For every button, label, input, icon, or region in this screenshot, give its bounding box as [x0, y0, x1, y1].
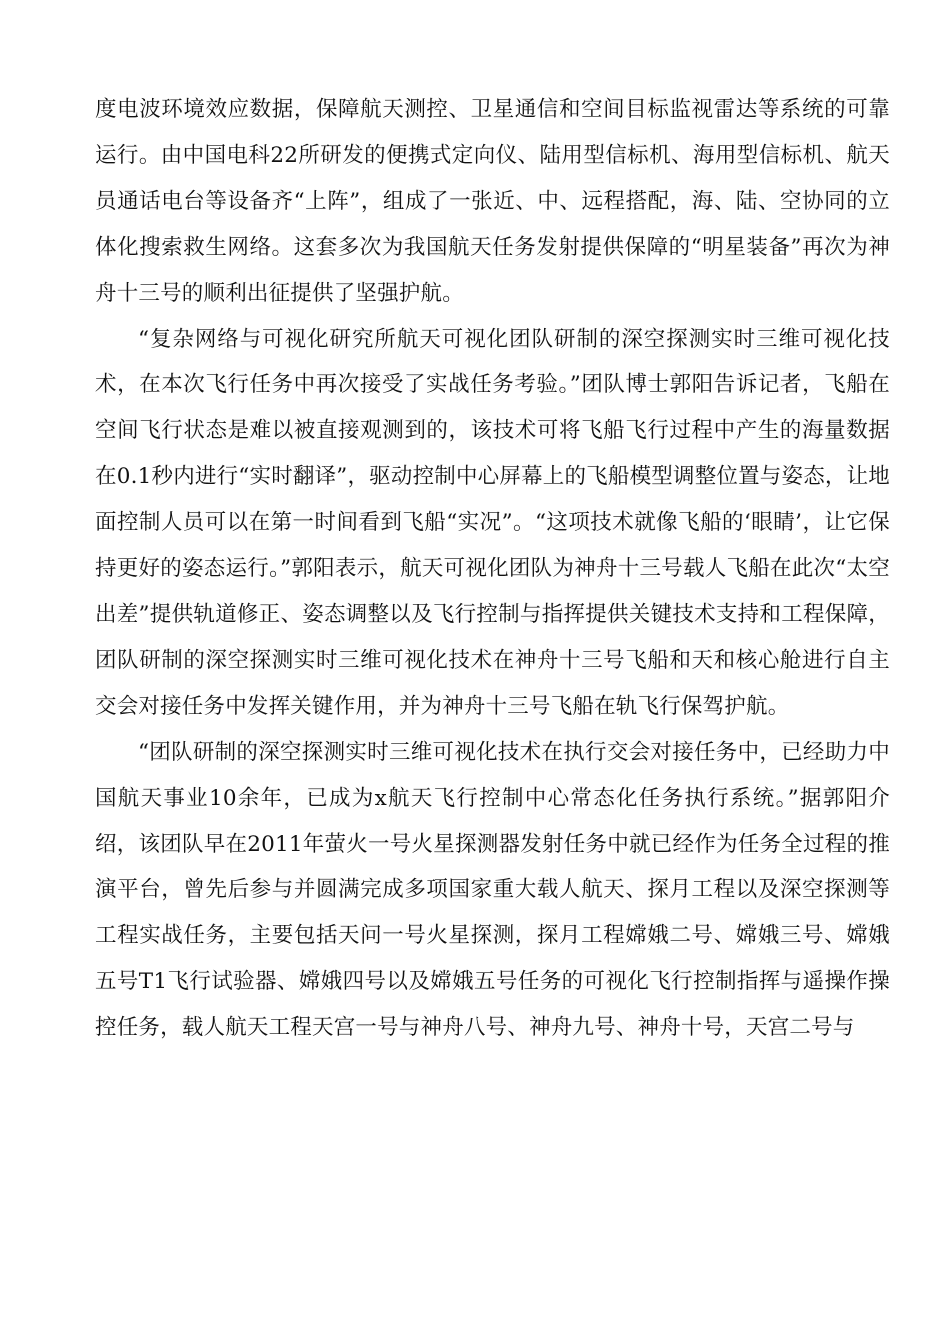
- document-body: [95, 87, 890, 1051]
- paragraph-3: “团队研制的深空探测实时三维可视化技术在执行交会对接任务中，已经助力中国航天事业10余年，已成为x航天飞行控制中心常态化任务执行系统。”据郭阳介绍，该团队早在2011年萤火一号火星探测器发射任务中就已经作为任务全过程的推演平台，曾先后参与并圆满完成多项国家重大载人航天、探月工程以及深空探测等工程实战任务，主要包括天问一号火星探测，探月工程嫦娥二号、嫦娥三号、嫦娥五号T1飞行试验器、嫦娥四号以及嫦娥五号任务的可视化飞行控制指挥与遥操作操控任务，载人航天工程天宫一号与神舟八号、神舟九号、神舟十号，天宫二号与: [95, 739, 890, 1041]
- paragraph-1: 度电波环境效应数据，保障航天测控、卫星通信和空间目标监视雷达等系统的可靠运行。由中国电科22所研发的便携式定向仪、陆用型信标机、海用型信标机、航天员通话电台等设备齐“上阵”，组成了一张近、中、远程搭配，海、陆、空协同的立体化搜索救生网络。这套多次为我国航天任务发射提供保障的“明星装备”再次为神舟十三号的顺利出征提供了坚强护航。: [95, 97, 890, 306]
- paragraph-2: “复杂网络与可视化研究所航天可视化团队研制的深空探测实时三维可视化技术，在本次飞行任务中再次接受了实战任务考验。”团队博士郭阳告诉记者，飞船在空间飞行状态是难以被直接观测到的，该技术可将飞船飞行过程中产生的海量数据在0.1秒内进行“实时翻译”，驱动控制中心屏幕上的飞船模型调整位置与姿态，让地面控制人员可以在第一时间看到飞船“实况”。“这项技术就像飞船的‘眼睛’，让它保持更好的姿态运行。”郭阳表示，航天可视化团队为神舟十三号载人飞船在此次“太空出差”提供轨道修正、姿态调整以及飞行控制与指挥提供关键技术支持和工程保障，团队研制的深空探测实时三维可视化技术在神舟十三号飞船和天和核心舱进行自主交会对接任务中发挥关键作用，并为神舟十三号飞船在轨飞行保驾护航。: [95, 326, 890, 719]
